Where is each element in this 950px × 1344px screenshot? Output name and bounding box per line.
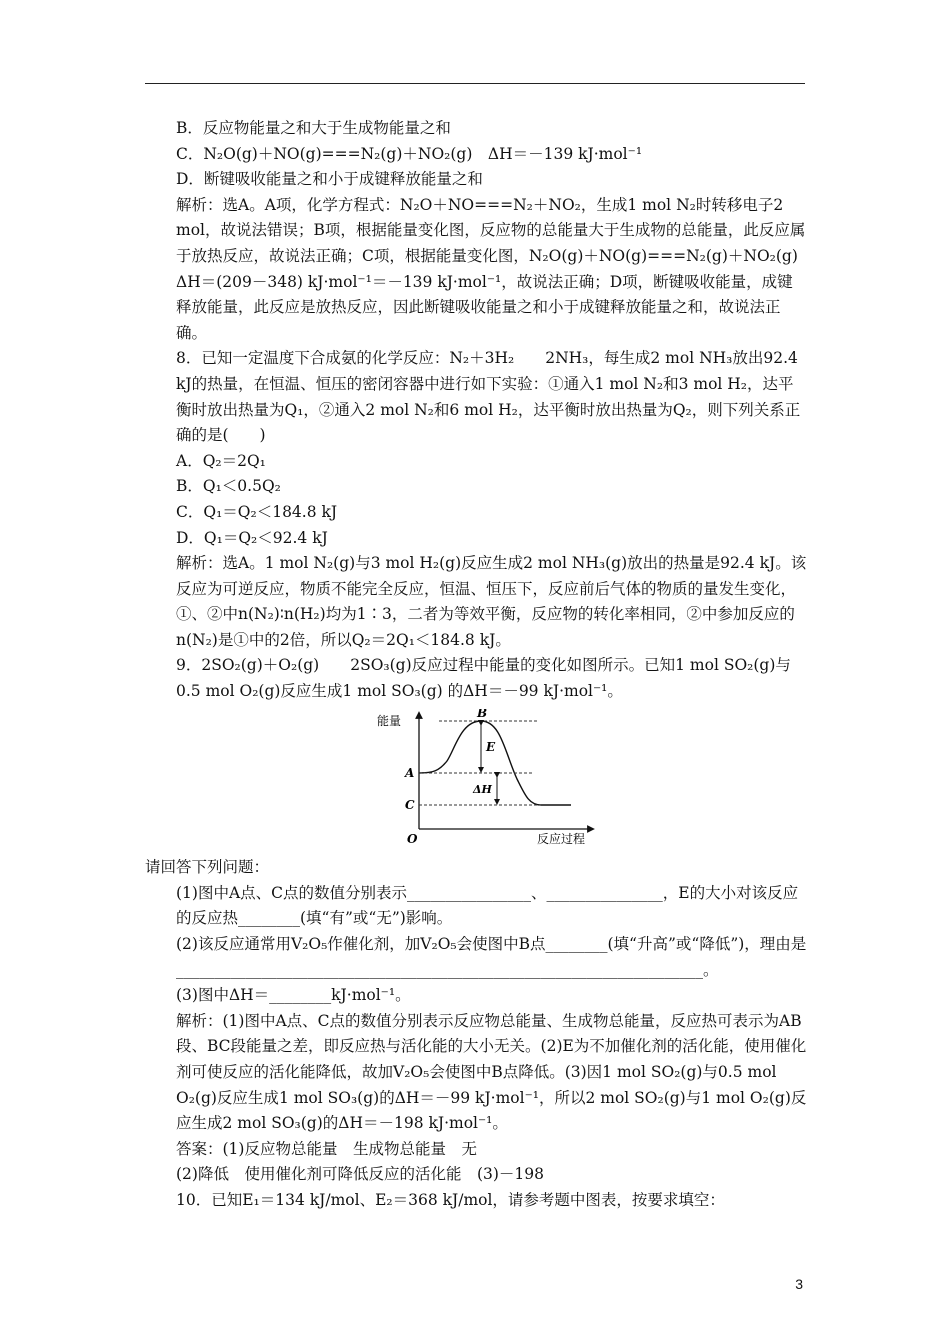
y-axis-label: 能量 bbox=[377, 713, 402, 728]
q9-sub1: (1)图中A点、C点的数值分别表示________________、_______________，E的大小对该反应的反应热________(填“有”或“无”)影响。 bbox=[176, 883, 799, 928]
q7-analysis: 解析：选A。A项，化学方程式：N₂O＋NO===N₂＋NO₂，生成1 mol N₂时转移电子2 mol，故说法错误；B项，根据能量变化图，反应物的总能量大于生成物的总能量，此反应属于放热反应，故说法正确；C项，根据能量变化图，N₂O(g)＋NO(g)===N₂(g)＋NO₂(g) ΔH＝(209－348) kJ·mol⁻¹＝－139 kJ·mol⁻¹，故说法正确；D项，断键吸收能量，成键释放能量，此反应是放热反应，因此断键吸收能量之和小于成键释放能量之和，故说法正确。 bbox=[176, 195, 814, 342]
q7-option-b: B．反应物能量之和大于生成物能量之和 bbox=[176, 119, 451, 137]
q8-analysis: 解析：选A。1 mol N₂(g)与3 mol H₂(g)反应生成2 mol NH₃(g)放出的热量是92.4 kJ。该反应为可逆反应，物质不能完全反应，恒温、恒压下，反应前后气体的物质的量发生变化，①、②中n(N₂)∶n(H₂)均为1∶3，二者为等效平衡，反应物的转化率相同，②中参加反应的n(N₂)是①中的2倍，所以Q₂＝2Q₁＜184.8 kJ。 bbox=[176, 554, 807, 649]
q9-stem: 9．2SO₂(g)＋O₂(g) 2SO₃(g)反应过程中能量的变化如图所示。已知1 mol SO₂(g)与0.5 mol O₂(g)反应生成1 mol SO₃(g) 的ΔH＝－99 kJ·mol⁻¹。 bbox=[176, 656, 791, 701]
q8-option-d: D．Q₁＝Q₂＜92.4 kJ bbox=[176, 528, 328, 547]
q8-option-a: A．Q₂＝2Q₁ bbox=[176, 451, 266, 470]
q9-answer-line1: 答案：(1)反应物总能量 生成物总能量 无 bbox=[176, 1139, 477, 1158]
q7-option-d: D．断键吸收能量之和小于成键释放能量之和 bbox=[176, 170, 483, 189]
q8-stem: 8．已知一定温度下合成氨的化学反应：N₂＋3H₂ 2NH₃，每生成2 mol NH₃放出92.4 kJ的热量，在恒温、恒压的密闭容器中进行如下实验：①通入1 mol N₂和3 mol H₂，达平衡时放出热量为Q₁，②通入2 mol N₂和6 mol H₂，达平衡时放出热量为Q₂，则下列关系正确的是( ) bbox=[176, 349, 801, 445]
dh-label: ΔH bbox=[473, 782, 492, 796]
q10-stem: 10．已知E₁＝134 kJ/mol、E₂＝368 kJ/mol，请参考题中图表，按要求填空： bbox=[176, 1190, 725, 1209]
q9-sub3: (3)图中ΔH＝________kJ·mol⁻¹。 bbox=[176, 986, 411, 1005]
point-b-label: B bbox=[477, 708, 488, 720]
q9-answer-line2: (2)降低 使用催化剂可降低反应的活化能 (3)－198 bbox=[176, 1165, 544, 1184]
x-axis-label: 反应过程 bbox=[537, 831, 586, 845]
page-content bbox=[145, 116, 814, 1214]
energy-curve bbox=[419, 721, 571, 805]
q9-analysis: 解析：(1)图中A点、C点的数值分别表示反应物总能量、生成物总能量，反应热可表示为AB段、BC段能量之差，即反应热与活化能的大小无关。(2)E为不加催化剂的活化能，使用催化剂可使反应的活化能降低，故加V₂O₅会使图中B点降低。(3)因1 mol SO₂(g)与0.5 mol O₂(g)反应生成1 mol SO₃(g)的ΔH＝－99 kJ·mol⁻¹，所以2 mol SO₂(g)与1 mol O₂(g)反应生成2 mol SO₃(g)的ΔH＝－198 kJ·mol⁻¹。 bbox=[176, 1011, 807, 1133]
q8-option-b: B．Q₁＜0.5Q₂ bbox=[176, 477, 281, 496]
q9-prompt: 请回答下列问题： bbox=[145, 858, 270, 877]
q9-sub2: (2)该反应通常用V₂O₅作催化剂，加V₂O₅会使图中B点________(填“升高”或“降低”)，理由是 bbox=[176, 935, 807, 954]
point-c-label: C bbox=[405, 797, 415, 812]
q9-sub2-blank: ____________________________________________________________________。 bbox=[176, 960, 719, 979]
page-number: 3 bbox=[795, 1276, 803, 1292]
energy-diagram bbox=[377, 709, 607, 845]
point-a-label: A bbox=[405, 765, 415, 780]
header-rule bbox=[145, 83, 805, 84]
q7-option-c: C．N₂O(g)＋NO(g)===N₂(g)＋NO₂(g) ΔH＝－139 kJ·mol⁻¹ bbox=[176, 144, 643, 163]
e-label: E bbox=[486, 739, 496, 754]
origin-label: O bbox=[407, 831, 418, 845]
q8-option-c: C．Q₁＝Q₂＜184.8 kJ bbox=[176, 502, 338, 521]
